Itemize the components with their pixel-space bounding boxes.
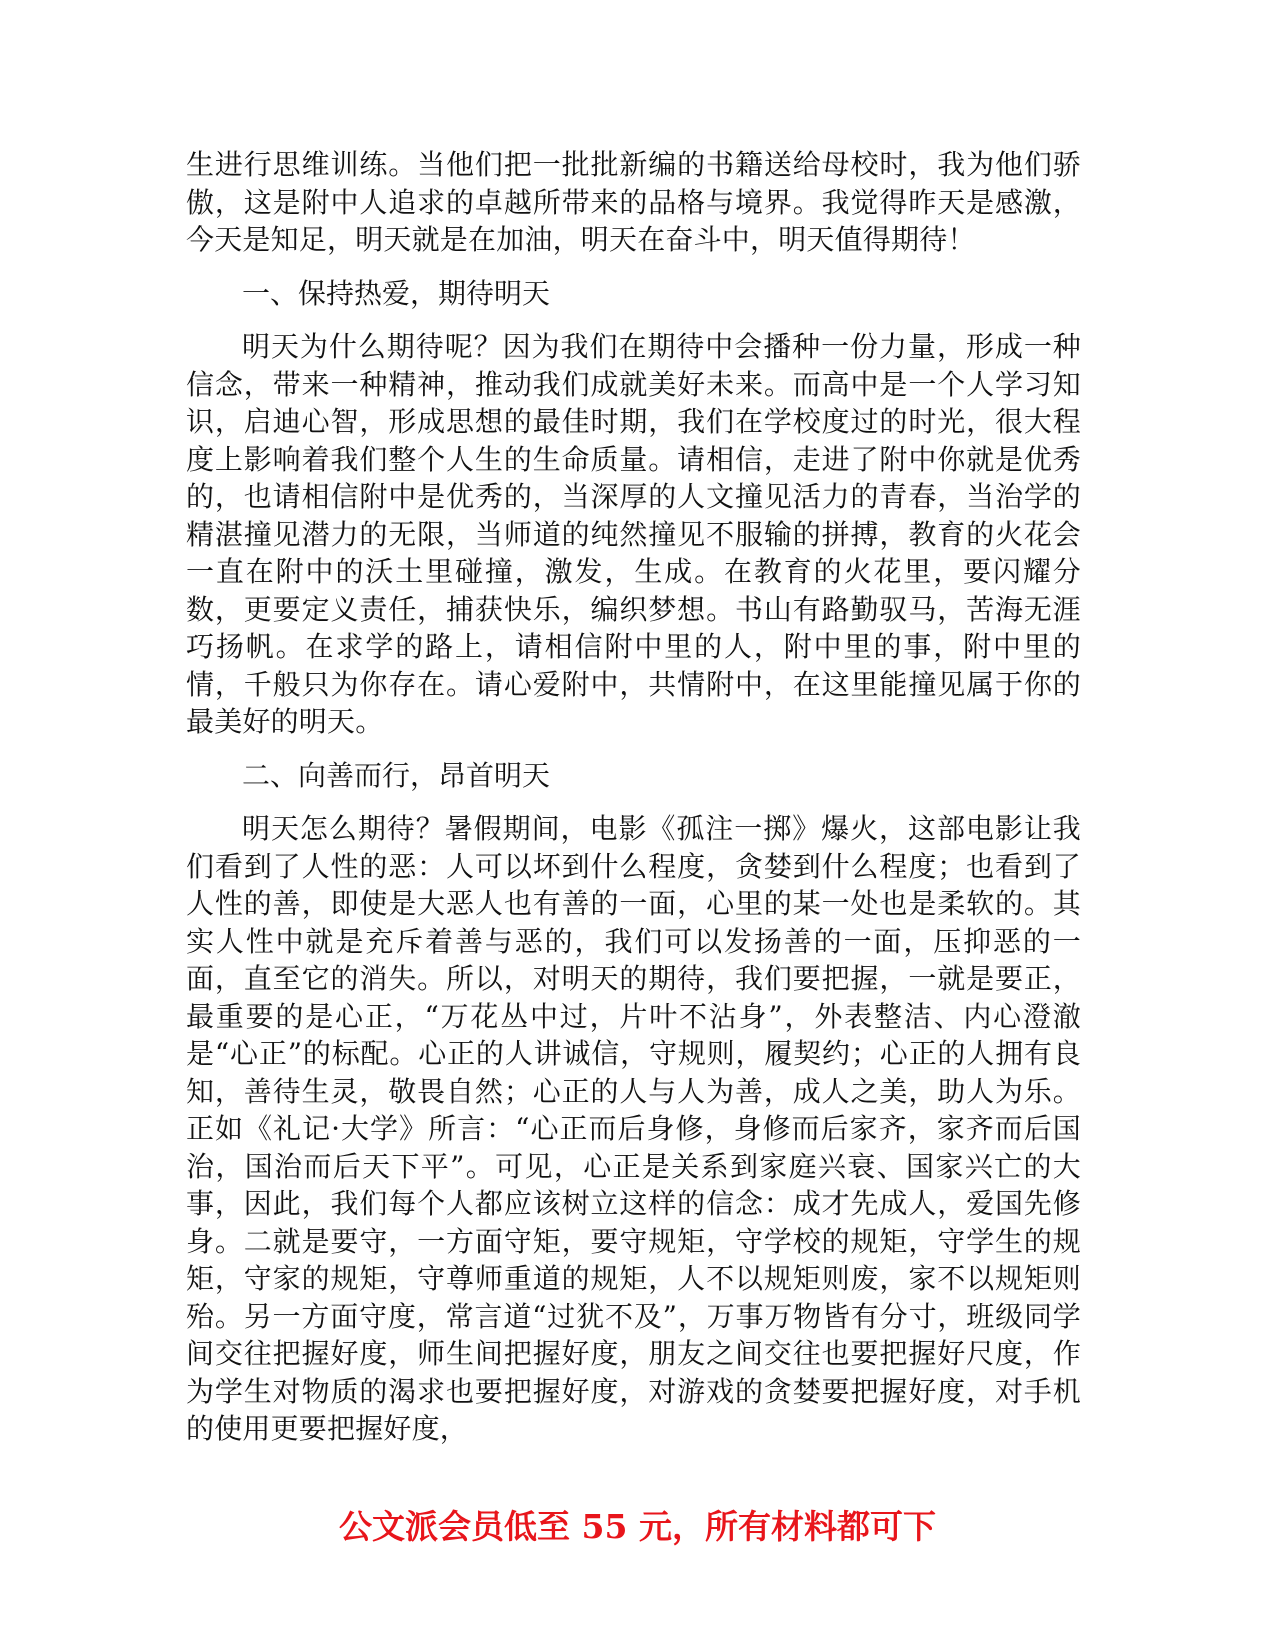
paragraph-section-1: 明天为什么期待呢？因为我们在期待中会播种一份力量，形成一种信念，带来一种精神，推动我们成就美好未来。而高中是一个人学习知识，启迪心智，形成思想的最佳时期，我们在学校度过的时光，很大程度上影响着我们整个人生的生命质量。请相信，走进了附中你就是优秀的，也请相信附中是优秀的，当深厚的人文撞见活力的青春，当治学的精湛撞见潜力的无限，当师道的纯然撞见不服输的拼搏，教育的火花会一直在附中的沃土里碰撞，激发，生成。在教育的火花里，要闪耀分数，更要定义责任，捕获快乐，编织梦想。书山有路勤驭马，苦海无涯巧扬帆。在求学的路上，请相信附中里的人，附中里的事，附中里的情，千般只为你存在。请心爱附中，共情附中，在这里能撞见属于你的最美好的明天。 bbox=[186, 330, 1081, 738]
document-body bbox=[186, 146, 1081, 1464]
promo-footer-banner: 公文派会员低至 55 元，所有材料都可下 bbox=[339, 1507, 936, 1546]
section-heading-2: 二、向善而行，昂首明天 bbox=[242, 758, 551, 792]
paragraph-section-2: 明天怎么期待？暑假期间，电影《孤注一掷》爆火，这部电影让我们看到了人性的恶：人可以坏到什么程度，贪婪到什么程度；也看到了人性的善，即使是大恶人也有善的一面，心里的某一处也是柔软的。其实人性中就是充斥着善与恶的，我们可以发扬善的一面，压抑恶的一面，直至它的消失。所以，对明天的期待，我们要把握，一就是要正，最重要的是心正，“万花丛中过，片叶不沾身”，外表整洁、内心澄澈是“心正”的标配。心正的人讲诚信，守规则，履契约；心正的人拥有良知，善待生灵，敬畏自然；心正的人与人为善，成人之美，助人为乐。正如《礼记·大学》所言：“心正而后身修，身修而后家齐，家齐而后国治，国治而后天下平”。可见，心正是关系到家庭兴衰、国家兴亡的大事，因此，我们每个人都应该树立这样的信念：成才先成人，爱国先修身。二就是要守，一方面守矩，要守规矩，守学校的规矩，守学生的规矩，守家的规矩，守尊师重道的规矩，人不以规矩则废，家不以规矩则殆。另一方面守度，常言道“过犹不及”，万事万物皆有分寸，班级同学间交往把握好度，师生间把握好度，朋友之间交往也要把握好尺度，作为学生对物质的渴求也要把握好度，对游戏的贪婪要把握好度，对手机的使用更要把握好度， bbox=[186, 812, 1081, 1445]
paragraph-intro: 生进行思维训练。当他们把一批批新编的书籍送给母校时，我为他们骄傲，这是附中人追求的卓越所带来的品格与境界。我觉得昨天是感激，今天是知足，明天就是在加油，明天在奋斗中，明天值得期待！ bbox=[186, 148, 1081, 256]
section-heading-1: 一、保持热爱，期待明天 bbox=[242, 276, 551, 310]
